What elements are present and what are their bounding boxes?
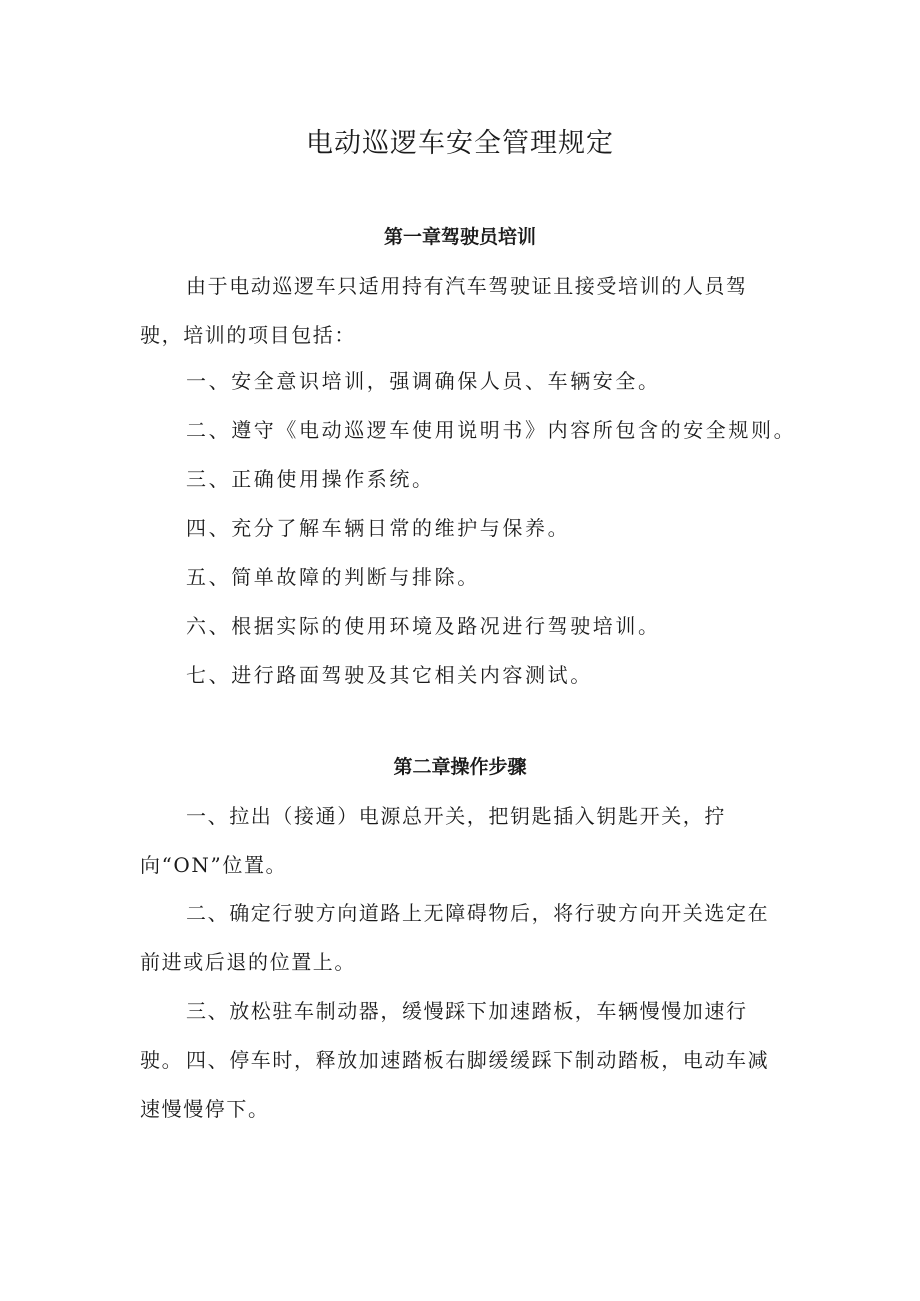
chapter2-step-4: 四、停车时，释放加速踏板右脚缓缓踩下制动踏板，电动车减速慢慢停下。 — [140, 1048, 770, 1121]
chapter1-item-6: 六、根据实际的使用环境及路况进行驾驶培训。 — [186, 614, 661, 638]
chapter1-item-2: 二、遵守《电动巡逻车使用说明书》内容所包含的安全规则。 — [186, 418, 797, 442]
chapter2-step-1: 一、拉出（接通）电源总开关，把钥匙插入钥匙开关，拧向“ON”位置。 — [140, 804, 726, 877]
document-title: 电动巡逻车安全管理规定 — [306, 128, 614, 159]
chapter2-step-3: 三、放松驻车制动器，缓慢踩下加速踏板，车辆慢慢加速行驶。 — [140, 999, 748, 1072]
chapter1-item-1: 一、安全意识培训，强调确保人员、车辆安全。 — [186, 369, 661, 393]
chapter1-intro-paragraph: 由于电动巡逻车只适用持有汽车驾驶证且接受培训的人员驾驶，培训的项目包括： — [140, 274, 748, 347]
chapter1-item-5: 五、简单故障的判断与排除。 — [186, 565, 480, 589]
chapter1-heading: 第一章驾驶员培训 — [383, 226, 536, 248]
chapter1-item-4: 四、充分了解车辆日常的维护与保养。 — [186, 516, 571, 540]
chapter2-step-2: 二、确定行驶方向道路上无障碍物后，将行驶方向开关选定在前进或后退的位置上。 — [140, 901, 770, 974]
chapter1-item-3: 三、正确使用操作系统。 — [186, 467, 435, 491]
chapter1-item-7: 七、进行路面驾驶及其它相关内容测试。 — [186, 663, 593, 687]
chapter2-heading: 第二章操作步骤 — [393, 756, 527, 778]
